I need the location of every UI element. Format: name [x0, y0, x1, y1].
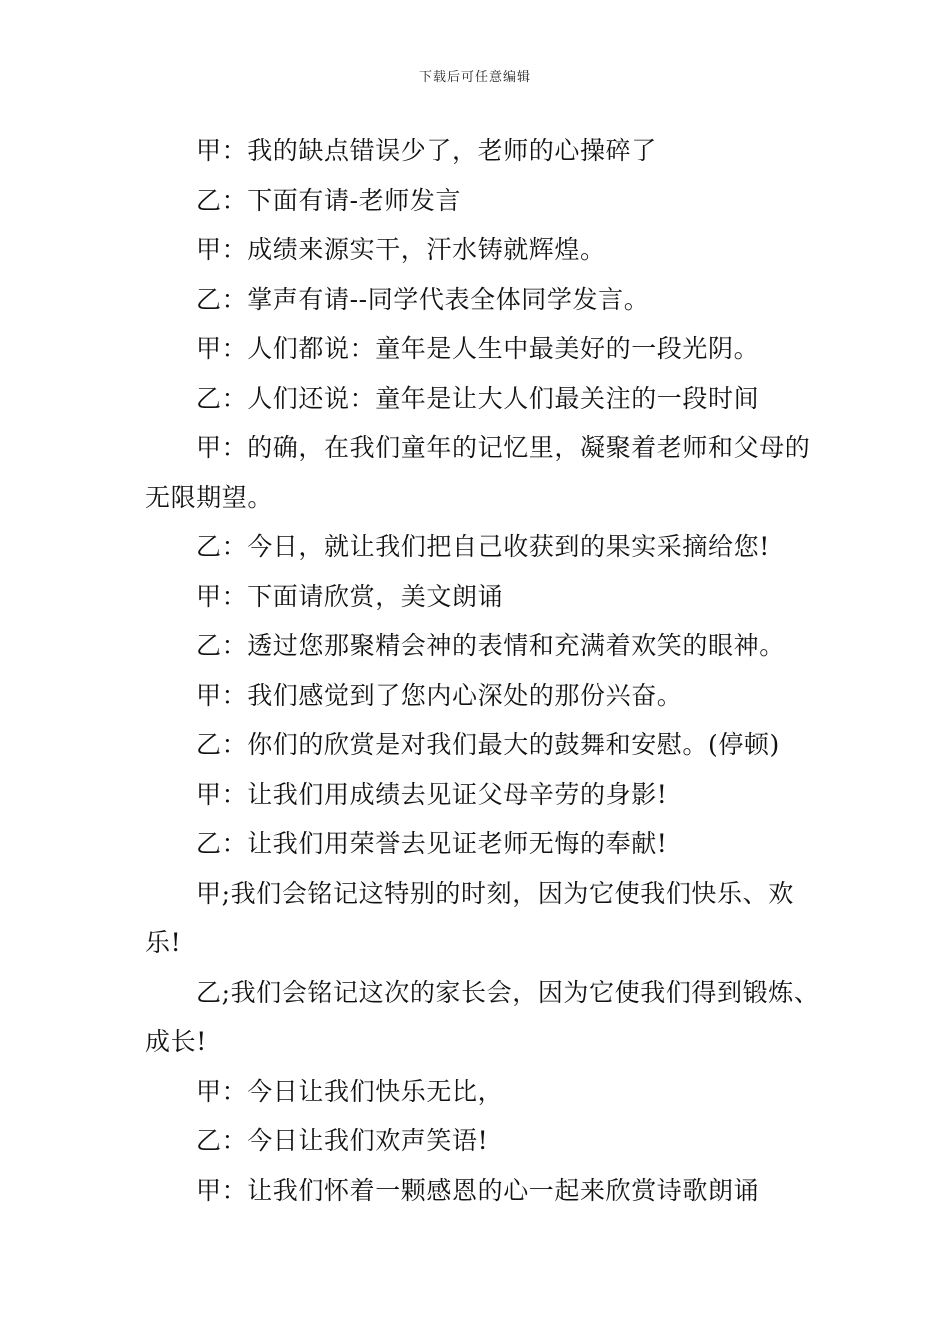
- paragraph: 乙;我们会铭记这次的家长会，因为它使我们得到锻炼、成长!: [145, 977, 820, 1056]
- paragraph: 甲：让我们用成绩去见证父母辛劳的身影!: [196, 779, 668, 809]
- paragraph: 乙：今日让我们欢声笑语!: [196, 1126, 489, 1155]
- paragraph: 甲：今日让我们快乐无比，: [196, 1076, 504, 1106]
- paragraph: 甲;我们会铭记这特别的时刻，因为它使我们快乐、欢乐!: [145, 878, 794, 957]
- paragraph: 乙：让我们用荣誉去见证老师无悔的奉献!: [196, 829, 668, 858]
- paragraph: 乙：透过您那聚精会神的表情和充满着欢笑的眼神。: [196, 631, 785, 660]
- document-body: [145, 126, 825, 1215]
- header-note: 下载后可任意编辑: [418, 70, 531, 85]
- paragraph: 甲：人们都说：童年是人生中最美好的一段光阴。: [196, 334, 760, 363]
- paragraph: 乙：你们的欣赏是对我们最大的鼓舞和安慰。(停顿): [196, 730, 780, 759]
- paragraph: 乙：下面有请-老师发言: [196, 185, 462, 215]
- paragraph: 甲：的确，在我们童年的记忆里，凝聚着老师和父母的无限期望。: [145, 433, 811, 512]
- paragraph: 甲：让我们怀着一颗感恩的心一起来欣赏诗歌朗诵: [196, 1175, 760, 1205]
- paragraph: 甲：下面请欣赏，美文朗诵: [196, 581, 504, 611]
- paragraph: 乙：人们还说：童年是让大人们最关注的一段时间: [196, 383, 760, 413]
- paragraph: 甲：我的缺点错误少了，老师的心操碎了: [196, 136, 657, 165]
- paragraph: 甲：我们感觉到了您内心深处的那份兴奋。: [196, 680, 683, 710]
- paragraph: 乙：今日，就让我们把自己收获到的果实采摘给您!: [196, 532, 770, 561]
- paragraph: 乙：掌声有请--同学代表全体同学发言。: [196, 284, 650, 314]
- paragraph: 甲：成绩来源实干，汗水铸就辉煌。: [196, 235, 606, 264]
